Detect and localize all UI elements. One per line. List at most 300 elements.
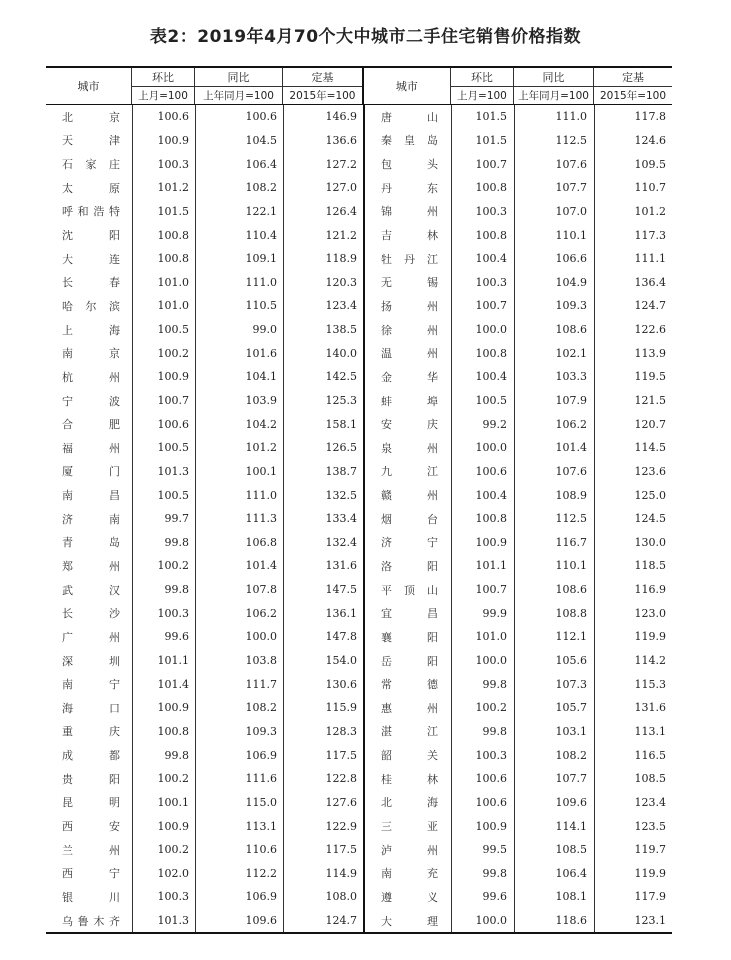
- city-char: 阳: [109, 229, 120, 243]
- city-name-cell: [46, 227, 132, 243]
- city-char: 大: [381, 914, 392, 928]
- city-name-cell: [363, 865, 450, 881]
- mom-index-cell: 100.8: [475, 512, 507, 526]
- city-char: 长: [62, 607, 73, 621]
- base-index-cell: 123.4: [634, 795, 666, 809]
- mom-index-cell: 100.2: [475, 701, 507, 715]
- city-name-cell: [46, 818, 132, 834]
- base-index-cell: 123.1: [634, 914, 666, 928]
- city-char: 吉: [381, 229, 392, 243]
- table-row: [46, 554, 672, 578]
- base-index-cell: 122.8: [325, 772, 357, 786]
- yoy-index-cell: 108.5: [555, 843, 587, 857]
- header-tb-base: 上年同月=100: [518, 90, 589, 102]
- yoy-index-cell: 108.2: [245, 701, 277, 715]
- yoy-index-cell: 108.8: [555, 606, 587, 620]
- mom-index-cell: 100.7: [157, 394, 189, 407]
- city-char: 山: [427, 583, 438, 597]
- header-hb-base: 上月=100: [138, 90, 188, 102]
- base-index-cell: 108.5: [634, 772, 666, 786]
- base-index-cell: 125.0: [634, 488, 666, 502]
- mom-index-cell: 100.9: [475, 535, 507, 549]
- table-row: [46, 814, 672, 838]
- base-index-cell: 147.8: [325, 630, 357, 644]
- city-name-cell: [46, 322, 132, 338]
- mom-index-cell: 102.0: [157, 866, 189, 880]
- header-tb-label: 同比: [514, 68, 593, 87]
- yoy-index-cell: 108.6: [555, 323, 587, 337]
- table-header: [46, 68, 672, 105]
- city-name-cell: [46, 534, 132, 550]
- mom-index-cell: 100.0: [475, 914, 507, 928]
- base-index-cell: 122.6: [634, 323, 666, 337]
- city-char: 宜: [381, 607, 392, 621]
- city-char: 广: [62, 630, 73, 644]
- city-char: 州: [427, 441, 438, 455]
- table-row: [46, 152, 672, 176]
- mom-index-cell: 100.7: [475, 157, 507, 171]
- mom-index-cell: 100.9: [157, 370, 189, 384]
- header-dj-label: 定基: [283, 68, 362, 87]
- city-char: 岛: [427, 134, 438, 148]
- base-index-cell: 120.7: [634, 417, 666, 431]
- mom-index-cell: 101.0: [157, 299, 189, 313]
- city-char: 头: [427, 158, 438, 172]
- yoy-index-cell: 113.1: [245, 819, 277, 833]
- base-index-cell: 108.0: [325, 890, 357, 904]
- yoy-index-cell: 100.6: [245, 110, 277, 124]
- mom-index-cell: 101.0: [475, 630, 507, 644]
- base-index-cell: 110.7: [634, 181, 666, 195]
- city-char: 大: [62, 252, 73, 266]
- base-index-cell: 109.5: [634, 157, 666, 171]
- table-row: [46, 862, 672, 886]
- base-index-cell: 133.4: [325, 512, 357, 526]
- city-char: 连: [109, 252, 120, 266]
- city-char: 武: [62, 583, 73, 597]
- mom-index-cell: 100.0: [475, 441, 507, 455]
- mom-index-cell: 100.3: [157, 606, 189, 620]
- mom-index-cell: 101.5: [475, 133, 507, 147]
- city-char: 兰: [62, 843, 73, 857]
- mom-index-cell: 99.8: [164, 535, 189, 549]
- mom-index-cell: 100.1: [157, 795, 189, 809]
- base-index-cell: 118.9: [325, 252, 357, 266]
- city-name-cell: [46, 345, 132, 361]
- city-name-cell: [46, 842, 132, 858]
- base-index-cell: 121.5: [634, 394, 666, 407]
- city-char: 川: [109, 890, 120, 904]
- mom-index-cell: 100.5: [157, 441, 189, 455]
- city-name-cell: [363, 653, 450, 669]
- mom-index-cell: 100.9: [157, 133, 189, 147]
- city-char: 岳: [381, 654, 392, 668]
- yoy-index-cell: 111.6: [245, 772, 277, 786]
- mom-index-cell: 101.1: [157, 654, 189, 668]
- yoy-index-cell: 109.3: [555, 299, 587, 313]
- table-row: [46, 223, 672, 247]
- base-index-cell: 136.6: [325, 133, 357, 147]
- city-char: 尔: [85, 299, 97, 313]
- city-char: 石: [62, 158, 73, 172]
- city-name-cell: [363, 605, 450, 621]
- city-name-cell: [363, 629, 450, 645]
- yoy-index-cell: 112.5: [555, 512, 587, 526]
- yoy-index-cell: 106.4: [555, 866, 587, 880]
- base-index-cell: 147.5: [325, 583, 357, 597]
- city-char: 昌: [427, 607, 438, 621]
- city-name-cell: [46, 203, 132, 219]
- city-char: 岛: [109, 536, 120, 550]
- table-row: [46, 460, 672, 484]
- city-char: 宁: [427, 536, 438, 550]
- city-char: 家: [85, 158, 97, 172]
- mom-index-cell: 100.0: [475, 323, 507, 337]
- city-char: 太: [62, 181, 73, 195]
- base-index-cell: 146.9: [325, 110, 357, 124]
- column-divider: [195, 105, 196, 932]
- yoy-index-cell: 108.2: [555, 748, 587, 762]
- yoy-index-cell: 107.7: [555, 772, 587, 786]
- mom-index-cell: 100.5: [157, 323, 189, 337]
- city-char: 州: [109, 630, 120, 644]
- city-char: 圳: [109, 654, 120, 668]
- city-name-cell: [363, 227, 450, 243]
- city-char: 安: [109, 820, 120, 834]
- yoy-index-cell: 109.3: [245, 724, 277, 738]
- header-city-right: 城市: [362, 68, 450, 104]
- base-index-cell: 126.5: [325, 441, 357, 455]
- yoy-index-cell: 107.7: [555, 181, 587, 195]
- table-row: [46, 909, 672, 933]
- header-dj-left: [282, 68, 362, 104]
- city-char: 江: [427, 252, 438, 266]
- base-index-cell: 114.9: [325, 866, 357, 880]
- city-char: 州: [109, 441, 120, 455]
- table-row: [46, 365, 672, 389]
- city-char: 湛: [381, 725, 392, 739]
- header-dj-right: [593, 68, 672, 104]
- column-divider: [451, 105, 452, 932]
- city-char: 海: [427, 796, 438, 810]
- city-name-cell: [363, 156, 450, 172]
- yoy-index-cell: 109.6: [245, 914, 277, 928]
- city-name-cell: [46, 676, 132, 692]
- city-char: 成: [62, 749, 73, 763]
- base-index-cell: 117.8: [634, 110, 666, 124]
- yoy-index-cell: 100.0: [245, 630, 277, 644]
- base-index-cell: 113.1: [634, 724, 666, 738]
- yoy-index-cell: 107.3: [555, 677, 587, 691]
- yoy-index-cell: 107.6: [555, 157, 587, 171]
- city-char: 州: [427, 205, 438, 219]
- city-name-cell: [363, 913, 450, 929]
- city-char: 州: [427, 323, 438, 337]
- base-index-cell: 124.7: [634, 299, 666, 313]
- city-name-cell: [46, 889, 132, 905]
- yoy-index-cell: 107.6: [555, 464, 587, 478]
- mom-index-cell: 99.6: [164, 630, 189, 644]
- city-name-cell: [363, 771, 450, 787]
- yoy-index-cell: 106.6: [555, 252, 587, 266]
- yoy-index-cell: 106.2: [555, 417, 587, 431]
- city-char: 汉: [109, 583, 120, 597]
- city-char: 都: [109, 749, 120, 763]
- city-char: 阳: [109, 772, 120, 786]
- mom-index-cell: 101.5: [157, 204, 189, 218]
- mom-index-cell: 99.7: [164, 512, 189, 526]
- city-char: 德: [427, 678, 438, 692]
- city-char: 关: [427, 749, 438, 763]
- city-name-cell: [363, 889, 450, 905]
- table-row: [46, 200, 672, 224]
- header-city-left: 城市: [77, 80, 100, 93]
- header-tb-right: [513, 68, 593, 104]
- table-bottom-rule: [46, 932, 672, 934]
- city-char: 泉: [381, 441, 392, 455]
- city-name-cell: [46, 605, 132, 621]
- city-char: 桂: [381, 772, 392, 786]
- city-char: 阳: [427, 559, 438, 573]
- yoy-index-cell: 99.0: [252, 323, 277, 337]
- city-char: 庆: [109, 725, 120, 739]
- mom-index-cell: 100.6: [157, 417, 189, 431]
- city-char: 温: [381, 347, 392, 361]
- yoy-index-cell: 104.2: [245, 417, 277, 431]
- yoy-index-cell: 104.9: [555, 275, 587, 289]
- city-name-cell: [363, 298, 450, 314]
- table-row: [46, 838, 672, 862]
- base-index-cell: 114.5: [634, 441, 666, 455]
- base-index-cell: 122.9: [325, 819, 357, 833]
- base-index-cell: 138.5: [325, 323, 357, 337]
- table-row: [46, 649, 672, 673]
- column-divider-center: [363, 105, 365, 932]
- city-char: 山: [427, 110, 438, 124]
- city-char: 济: [381, 536, 392, 550]
- city-name-cell: [46, 251, 132, 267]
- yoy-index-cell: 114.1: [555, 819, 587, 833]
- city-name-cell: [46, 487, 132, 503]
- city-char: 秦: [381, 134, 392, 148]
- yoy-index-cell: 106.9: [245, 890, 277, 904]
- column-divider: [594, 105, 595, 932]
- mom-index-cell: 100.8: [475, 181, 507, 195]
- city-char: 明: [109, 796, 120, 810]
- header-hb-label: 环比: [132, 68, 194, 87]
- base-index-cell: 125.3: [325, 394, 357, 407]
- city-char: 南: [109, 512, 120, 526]
- city-char: 华: [427, 370, 438, 384]
- base-index-cell: 111.1: [634, 252, 666, 266]
- mom-index-cell: 100.4: [475, 370, 507, 384]
- city-name-cell: [46, 416, 132, 432]
- yoy-index-cell: 110.6: [245, 843, 277, 857]
- mom-index-cell: 99.8: [164, 583, 189, 597]
- base-index-cell: 131.6: [634, 701, 666, 715]
- city-char: 州: [427, 347, 438, 361]
- base-index-cell: 124.7: [325, 914, 357, 928]
- city-char: 门: [109, 465, 120, 479]
- city-char: 浩: [93, 205, 105, 219]
- base-index-cell: 119.9: [634, 630, 666, 644]
- city-name-cell: [363, 700, 450, 716]
- yoy-index-cell: 108.1: [555, 890, 587, 904]
- city-char: 州: [427, 489, 438, 503]
- table-row: [46, 247, 672, 271]
- city-char: 合: [62, 418, 73, 432]
- base-index-cell: 158.1: [325, 417, 357, 431]
- yoy-index-cell: 110.4: [245, 228, 277, 242]
- mom-index-cell: 99.8: [482, 724, 507, 738]
- table-row: [46, 483, 672, 507]
- mom-index-cell: 100.6: [475, 464, 507, 478]
- city-char: 齐: [108, 914, 120, 928]
- base-index-cell: 117.3: [634, 228, 666, 242]
- mom-index-cell: 101.5: [475, 110, 507, 124]
- city-name-cell: [363, 109, 450, 125]
- city-char: 郑: [62, 559, 73, 573]
- yoy-index-cell: 101.4: [555, 441, 587, 455]
- city-char: 乌: [62, 914, 73, 928]
- city-char: 理: [427, 914, 438, 928]
- mom-index-cell: 100.8: [475, 228, 507, 242]
- city-char: 沈: [62, 229, 73, 243]
- base-index-cell: 126.4: [325, 204, 357, 218]
- city-char: 重: [62, 725, 73, 739]
- base-index-cell: 115.9: [325, 701, 357, 715]
- city-name-cell: [363, 747, 450, 763]
- city-name-cell: [46, 558, 132, 574]
- base-index-cell: 119.9: [634, 866, 666, 880]
- city-name-cell: [363, 274, 450, 290]
- city-char: 木: [93, 914, 105, 928]
- mom-index-cell: 100.4: [475, 488, 507, 502]
- city-name-cell: [363, 251, 450, 267]
- mom-index-cell: 99.9: [482, 606, 507, 620]
- city-char: 阳: [427, 654, 438, 668]
- yoy-index-cell: 106.4: [245, 157, 277, 171]
- yoy-index-cell: 107.8: [245, 583, 277, 597]
- yoy-index-cell: 102.1: [555, 346, 587, 360]
- yoy-index-cell: 107.9: [555, 394, 587, 407]
- city-name-cell: [46, 582, 132, 598]
- table-row: [46, 601, 672, 625]
- mom-index-cell: 100.6: [157, 110, 189, 124]
- city-char: 沙: [109, 607, 120, 621]
- table-row: [46, 672, 672, 696]
- city-char: 哈: [62, 299, 73, 313]
- yoy-index-cell: 110.1: [555, 228, 587, 242]
- base-index-cell: 117.9: [634, 890, 666, 904]
- city-name-cell: [46, 771, 132, 787]
- yoy-index-cell: 109.1: [245, 252, 277, 266]
- header-dj-base: 2015年=100: [599, 90, 667, 102]
- city-name-cell: [363, 794, 450, 810]
- mom-index-cell: 100.3: [157, 157, 189, 171]
- city-char: 济: [62, 512, 73, 526]
- city-char: 京: [109, 110, 120, 124]
- price-index-table: [46, 66, 672, 934]
- column-divider: [514, 105, 515, 932]
- yoy-index-cell: 103.3: [555, 370, 587, 384]
- city-char: 南: [62, 347, 73, 361]
- table-row: [46, 720, 672, 744]
- header-tb-label: 同比: [195, 68, 282, 87]
- table-row: [46, 294, 672, 318]
- city-name-cell: [46, 700, 132, 716]
- mom-index-cell: 100.6: [475, 795, 507, 809]
- city-char: 皇: [404, 134, 415, 148]
- base-index-cell: 130.6: [325, 677, 357, 691]
- city-char: 洛: [381, 559, 392, 573]
- mom-index-cell: 100.8: [157, 724, 189, 738]
- base-index-cell: 113.9: [634, 346, 666, 360]
- city-char: 州: [427, 701, 438, 715]
- mom-index-cell: 99.8: [482, 677, 507, 691]
- yoy-index-cell: 112.2: [245, 866, 277, 880]
- city-name-cell: [46, 132, 132, 148]
- base-index-cell: 123.4: [325, 299, 357, 313]
- city-char: 东: [427, 181, 438, 195]
- base-index-cell: 121.2: [325, 228, 357, 242]
- yoy-index-cell: 107.0: [555, 204, 587, 218]
- mom-index-cell: 100.8: [475, 346, 507, 360]
- base-index-cell: 117.5: [325, 748, 357, 762]
- table-body: [46, 105, 672, 932]
- city-char: 海: [62, 701, 73, 715]
- yoy-index-cell: 108.9: [555, 488, 587, 502]
- city-char: 牡: [381, 252, 392, 266]
- base-index-cell: 123.5: [634, 819, 666, 833]
- yoy-index-cell: 111.0: [555, 110, 587, 124]
- yoy-index-cell: 118.6: [555, 914, 587, 928]
- city-char: 西: [62, 867, 73, 881]
- mom-index-cell: 101.3: [157, 914, 189, 928]
- city-char: 锡: [427, 276, 438, 290]
- city-name-cell: [363, 463, 450, 479]
- header-hb-left: [131, 68, 194, 104]
- mom-index-cell: 100.3: [475, 204, 507, 218]
- mom-index-cell: 100.7: [475, 299, 507, 313]
- city-char: 襄: [381, 630, 392, 644]
- table-row: [46, 767, 672, 791]
- city-name-cell: [46, 298, 132, 314]
- city-name-cell: [46, 653, 132, 669]
- base-index-cell: 127.2: [325, 157, 357, 171]
- city-name-cell: [46, 109, 132, 125]
- city-name-cell: [363, 132, 450, 148]
- table-row: [46, 696, 672, 720]
- city-char: 青: [62, 536, 73, 550]
- city-name-cell: [363, 369, 450, 385]
- yoy-index-cell: 104.1: [245, 370, 277, 384]
- city-char: 原: [109, 181, 120, 195]
- city-name-cell: [363, 842, 450, 858]
- mom-index-cell: 101.1: [475, 559, 507, 573]
- city-name-cell: [363, 582, 450, 598]
- mom-index-cell: 99.2: [482, 417, 507, 431]
- city-char: 北: [381, 796, 392, 810]
- base-index-cell: 115.3: [634, 677, 666, 691]
- mom-index-cell: 101.2: [157, 181, 189, 195]
- yoy-index-cell: 106.2: [245, 606, 277, 620]
- table-row: [46, 341, 672, 365]
- city-name-cell: [46, 511, 132, 527]
- city-char: 丹: [381, 181, 392, 195]
- city-char: 惠: [381, 701, 392, 715]
- city-char: 韶: [381, 749, 392, 763]
